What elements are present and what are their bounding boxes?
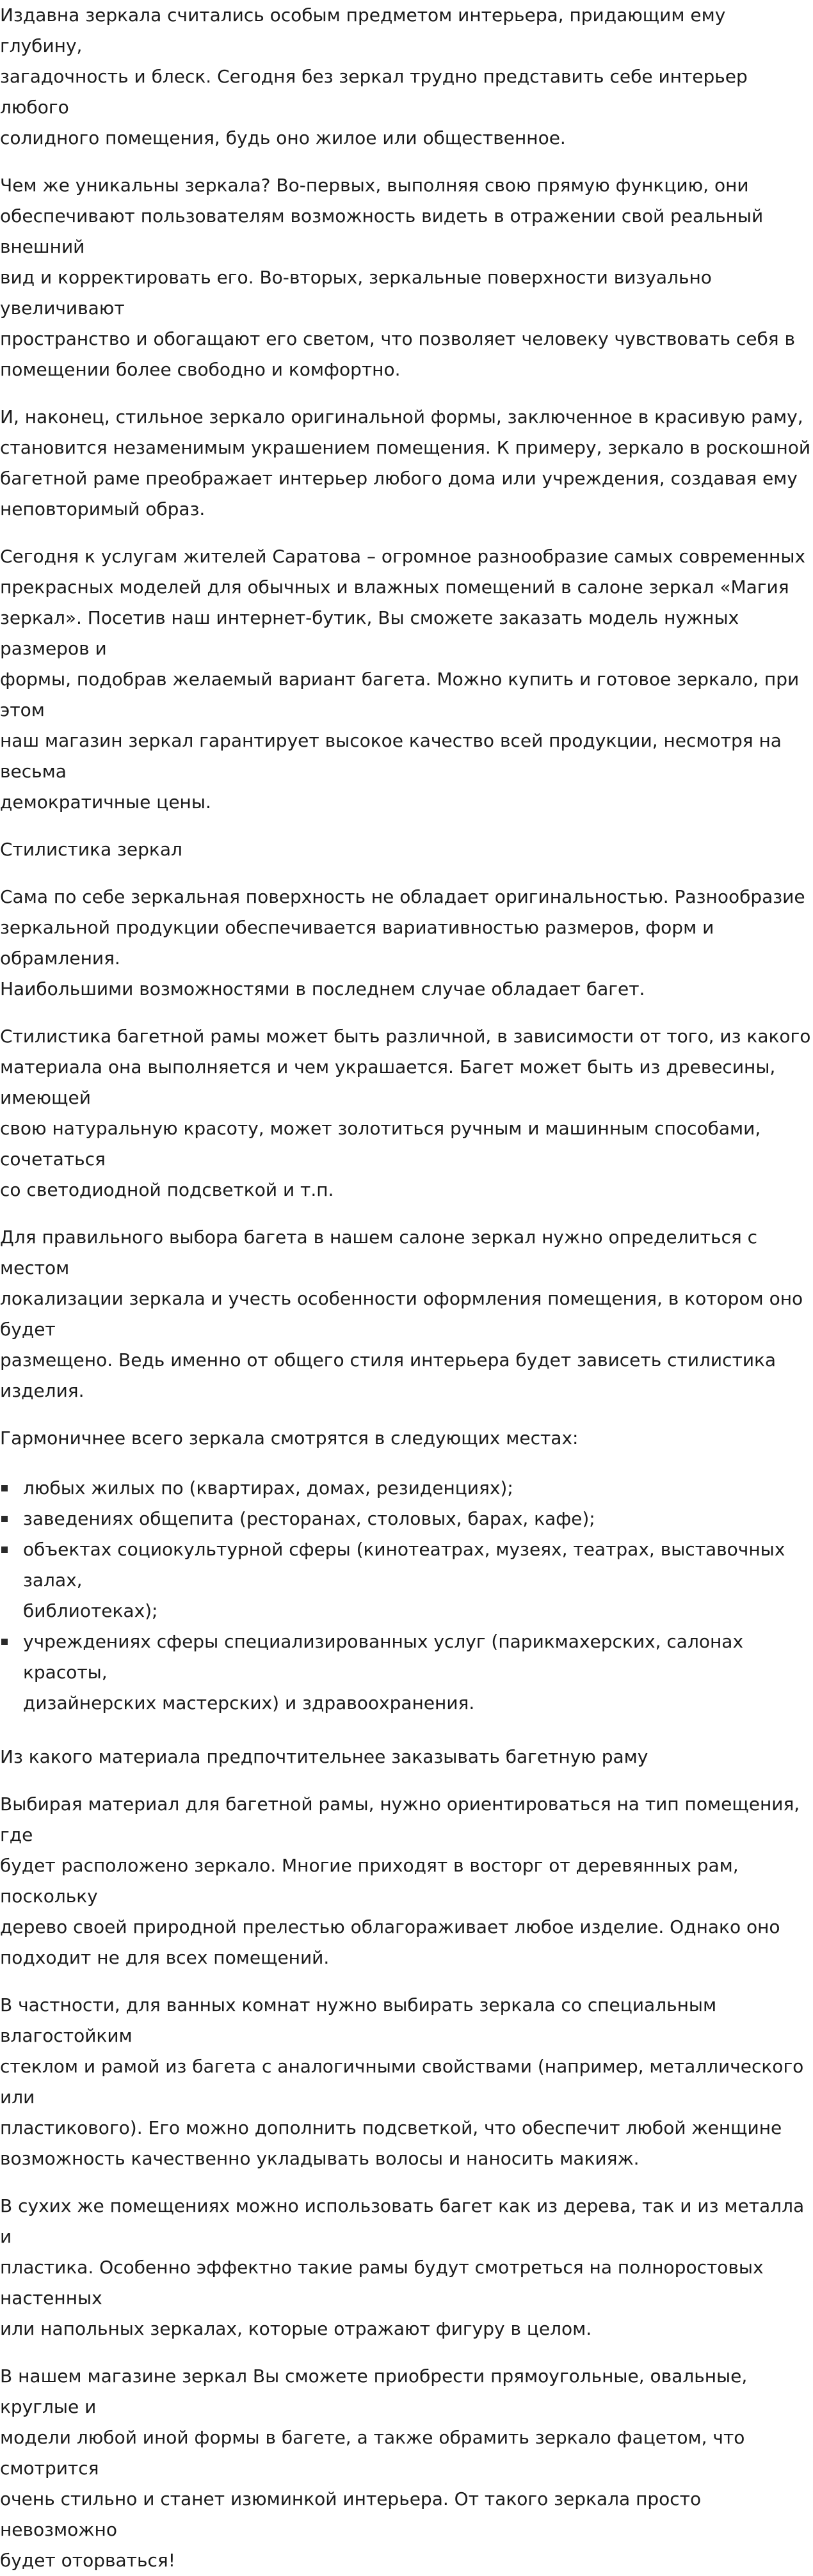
list-item-text: учреждениях сферы специализированных услуг (парикмахерских, салонах красоты, дизайнерских мастерских) и здравоохранения. xyxy=(23,1631,744,1713)
paragraph-dry-rooms: В сухих же помещениях можно использовать багет как из дерева, так и из металла и пластика. Особенно эффектно такие рамы будут смотреться на полноростовых настенных или напольных зеркалах, которые отражают фигуру в целом. xyxy=(0,2195,805,2339)
bullet-icon xyxy=(1,1639,8,1645)
list-item xyxy=(0,1473,813,1504)
paragraph-saratov-offer: Сегодня к услугам жителей Саратова – огромное разнообразие самых современных прекрасных моделей для обычных и влажных помещений в салоне зеркал «Магия зеркал». Посетив наш интернет-бутик, Вы сможете заказать модель нужных размеров и формы, подобрав желаемый вариант багета. Можно купить и готовое зеркало, при этом наш магазин зеркал гарантирует высокое качество всей продукции, несмотря на весьма демократичные цены. xyxy=(0,546,806,813)
bullet-icon xyxy=(1,1546,8,1553)
paragraph-intro: Издавна зеркала считались особым предметом интерьера, придающим ему глубину, загадочность и блеск. Сегодня без зеркал трудно представить себе интерьер любого солидного помещения, будь оно жилое или общественное. xyxy=(0,4,748,148)
bullet-icon xyxy=(1,1516,8,1522)
list-item-text: заведениях общепита (ресторанах, столовых, барах, кафе); xyxy=(23,1508,595,1529)
places-list xyxy=(0,1473,813,1719)
paragraph-material-choice: Выбирая материал для багетной рамы, нужно ориентироваться на тип помещения, где будет расположено зеркало. Многие приходят в восторг от деревянных рам, поскольку дерево своей природной прелестью облагораживает любое изделие. Однако оно подходит не для всех помещений. xyxy=(0,1793,800,1968)
list-item-text: объектах социокультурной сферы (кинотеатрах, музеях, театрах, выставочных залах, библиотеках); xyxy=(23,1539,785,1621)
paragraph-surface: Сама по себе зеркальная поверхность не обладает оригинальностью. Разнообразие зеркальной продукции обеспечивается вариативностью размеров, форм и обрамления. Наибольшими возможностями в последнем случае обладает багет. xyxy=(0,886,805,999)
paragraph-uniqueness: Чем же уникальны зеркала? Во-первых, выполняя свою прямую функцию, они обеспечивают пользователям возможность видеть в отражении свой реальный внешний вид и корректировать его. Во-вторых, зеркальные поверхности визуально увеличивают пространство и обогащают его светом, что позволяет человеку чувствовать себя в помещении более свободно и комфортно. xyxy=(0,175,796,380)
paragraph-shop-offer: В нашем магазине зеркал Вы сможете приобрести прямоугольные, овальные, круглые и модели любой иной формы в багете, а также обрамить зеркало фацетом, что смотрится очень стильно и станет изюминкой интерьера. От такого зеркала просто невозможно будет оторваться! xyxy=(0,2365,748,2571)
bullet-icon xyxy=(1,1485,8,1491)
paragraph-choice: Для правильного выбора багета в нашем салоне зеркал нужно определиться с местом локализации зеркала и учесть особенности оформления помещения, в котором оно будет размещено. Ведь именно от общего стиля интерьера будет зависеть стилистика изделия. xyxy=(0,1227,803,1401)
list-item xyxy=(0,1626,813,1719)
paragraph-places-intro: Гармоничнее всего зеркала смотрятся в следующих местах: xyxy=(0,1427,579,1449)
paragraph-frame-style: Стилистика багетной рамы может быть различной, в зависимости от того, из какого материала она выполняется и чем украшается. Багет может быть из древесины, имеющей свою натуральную красоту, может золотиться ручным и машинным способами, сочетаться со светодиодной подсветкой и т.п. xyxy=(0,1026,811,1200)
paragraph-stylish-frame: И, наконец, стильное зеркало оригинальной формы, заключенное в красивую раму, становится незаменимым украшением помещения. К примеру, зеркало в роскошной багетной раме преображает интерьер любого дома или учреждения, создавая ему неповторимый образ. xyxy=(0,406,811,520)
section-heading-style: Стилистика зеркал xyxy=(0,839,182,860)
list-item xyxy=(0,1504,813,1534)
list-item xyxy=(0,1534,813,1626)
section-heading-material: Из какого материала предпочтительнее заказывать багетную раму xyxy=(0,1746,648,1767)
paragraph-bathroom: В частности, для ванных комнат нужно выбирать зеркала со специальным влагостойким стеклом и рамой из багета с аналогичными свойствами (например, металлического или пластикового). Его можно дополнить подсветкой, что обеспечит любой женщине возможность качественно укладывать волосы и наносить макияж. xyxy=(0,1994,804,2169)
list-item-text: любых жилых по (квартирах, домах, резиденциях); xyxy=(23,1477,513,1499)
